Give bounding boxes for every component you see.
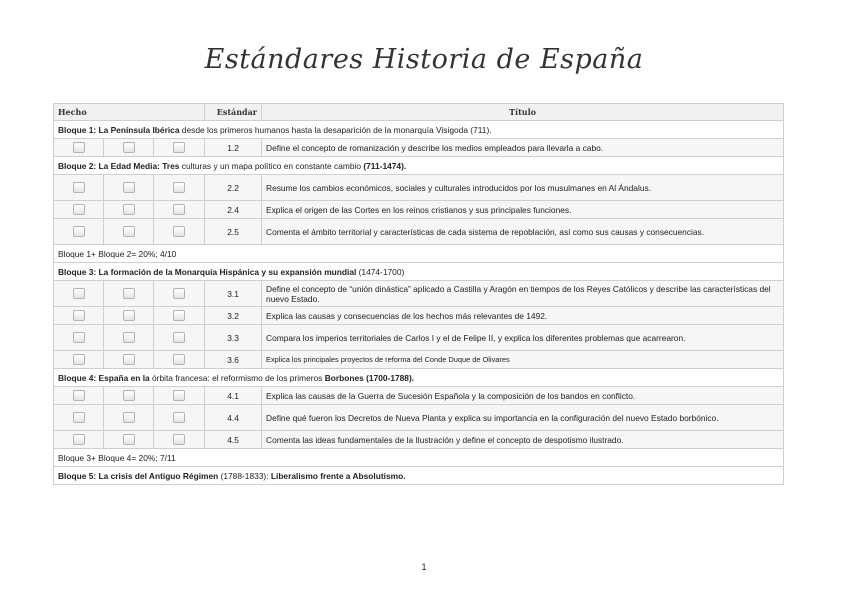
checkbox[interactable] — [73, 204, 85, 215]
checkbox[interactable] — [173, 288, 185, 299]
table-row — [54, 405, 784, 431]
bloque-row — [54, 369, 784, 387]
checkbox[interactable] — [173, 226, 185, 237]
standard-number: 1.2 — [205, 139, 262, 157]
checkbox[interactable] — [123, 142, 135, 153]
checkbox[interactable] — [73, 354, 85, 365]
table-row — [54, 219, 784, 245]
standard-number: 3.1 — [205, 281, 262, 307]
checkbox[interactable] — [73, 434, 85, 445]
bloque-row — [54, 121, 784, 139]
checkbox[interactable] — [173, 434, 185, 445]
standard-text: Define el concepto de romanización y describe los medios empleados para llevarla a cabo. — [262, 139, 784, 157]
standard-number: 4.1 — [205, 387, 262, 405]
bloque-row — [54, 467, 784, 485]
checkbox[interactable] — [123, 390, 135, 401]
bloque-row — [54, 263, 784, 281]
standard-text: Explica el origen de las Cortes en los reinos cristianos y sus principales funciones. — [262, 201, 784, 219]
summary-row — [54, 449, 784, 467]
checkbox[interactable] — [173, 142, 185, 153]
header-row — [54, 104, 784, 121]
standard-number: 2.4 — [205, 201, 262, 219]
checkbox[interactable] — [123, 310, 135, 321]
checkbox[interactable] — [73, 288, 85, 299]
checkbox[interactable] — [173, 204, 185, 215]
standard-number: 2.2 — [205, 175, 262, 201]
page-title: Estándares Historia de España — [204, 44, 644, 75]
checkbox[interactable] — [123, 182, 135, 193]
standard-text: Explica los principales proyectos de reforma del Conde Duque de Olivares — [262, 351, 784, 369]
table-row — [54, 175, 784, 201]
checkbox[interactable] — [73, 390, 85, 401]
checkbox[interactable] — [73, 142, 85, 153]
standard-number: 4.5 — [205, 431, 262, 449]
bloque-4-title: Bloque 4: España en la órbita francesa: el reformismo de los primeros Borbones (1700-1788). — [54, 369, 784, 387]
bloque-3-title: Bloque 3: La formación de la Monarquía Hispánica y su expansión mundial (1474-1700) — [54, 263, 784, 281]
checkbox[interactable] — [123, 434, 135, 445]
checkbox[interactable] — [173, 332, 185, 343]
standard-number: 2.5 — [205, 219, 262, 245]
checkbox[interactable] — [123, 412, 135, 423]
checkbox[interactable] — [73, 332, 85, 343]
standard-number: 3.6 — [205, 351, 262, 369]
checkbox[interactable] — [123, 354, 135, 365]
table-row — [54, 281, 784, 307]
summary-bloque-3-4: Bloque 3+ Bloque 4= 20%; 7/11 — [54, 449, 784, 467]
summary-bloque-1-2: Bloque 1+ Bloque 2= 20%; 4/10 — [54, 245, 784, 263]
checkbox[interactable] — [123, 226, 135, 237]
checkbox[interactable] — [123, 332, 135, 343]
bloque-row — [54, 157, 784, 175]
table-row — [54, 139, 784, 157]
checkbox[interactable] — [73, 412, 85, 423]
standard-text: Resume los cambios económicos, sociales y culturales introducidos por los musulmanes en Al Ándalus. — [262, 175, 784, 201]
checkbox[interactable] — [123, 204, 135, 215]
standard-text: Comenta las ideas fundamentales de la Ilustración y define el concepto de despotismo ilustrado. — [262, 431, 784, 449]
bloque-5-title: Bloque 5: La crisis del Antiguo Régimen (1788-1833): Liberalismo frente a Absolutismo. — [54, 467, 784, 485]
standard-number: 4.4 — [205, 405, 262, 431]
standard-text: Define el concepto de “unión dinástica” aplicado a Castilla y Aragón en tiempos de los Reyes Católicos y describe las características del nuevo Estado. — [262, 281, 784, 307]
checkbox[interactable] — [173, 310, 185, 321]
checkbox[interactable] — [73, 182, 85, 193]
standard-number: 3.3 — [205, 325, 262, 351]
standard-text: Explica las causas y consecuencias de los hechos más relevantes de 1492. — [262, 307, 784, 325]
checkbox[interactable] — [173, 412, 185, 423]
summary-row — [54, 245, 784, 263]
checkbox[interactable] — [73, 226, 85, 237]
table-row — [54, 307, 784, 325]
table-row — [54, 351, 784, 369]
standard-text: Compara los imperios territoriales de Carlos I y el de Felipe II, y explica los diferentes problemas que acarrearon. — [262, 325, 784, 351]
checkbox[interactable] — [173, 182, 185, 193]
table-row — [54, 387, 784, 405]
checkbox[interactable] — [73, 310, 85, 321]
checkbox[interactable] — [123, 288, 135, 299]
bloque-2-title: Bloque 2: La Edad Media: Tres culturas y un mapa político en constante cambio (711-1474). — [54, 157, 784, 175]
bloque-1-title: Bloque 1: La Península Ibérica desde los primeros humanos hasta la desaparición de la monarquía Visigoda (711). — [54, 121, 784, 139]
table-row — [54, 431, 784, 449]
standard-text: Define qué fueron los Decretos de Nueva Planta y explica su importancia en la configuración del nuevo Estado borbónico. — [262, 405, 784, 431]
checkbox[interactable] — [173, 390, 185, 401]
header-titulo: Título — [262, 104, 784, 121]
table-row — [54, 325, 784, 351]
standard-number: 3.2 — [205, 307, 262, 325]
header-hecho: Hecho — [54, 104, 205, 121]
page-number: 1 — [421, 562, 427, 572]
standard-text: Comenta el ámbito territorial y características de cada sistema de repoblación, así como sus causas y consecuencias. — [262, 219, 784, 245]
standard-text: Explica las causas de la Guerra de Sucesión Española y la composición de los bandos en conflicto. — [262, 387, 784, 405]
table-row — [54, 201, 784, 219]
header-estandar: Estándar — [205, 104, 262, 121]
checkbox[interactable] — [173, 354, 185, 365]
standards-table — [53, 103, 784, 485]
